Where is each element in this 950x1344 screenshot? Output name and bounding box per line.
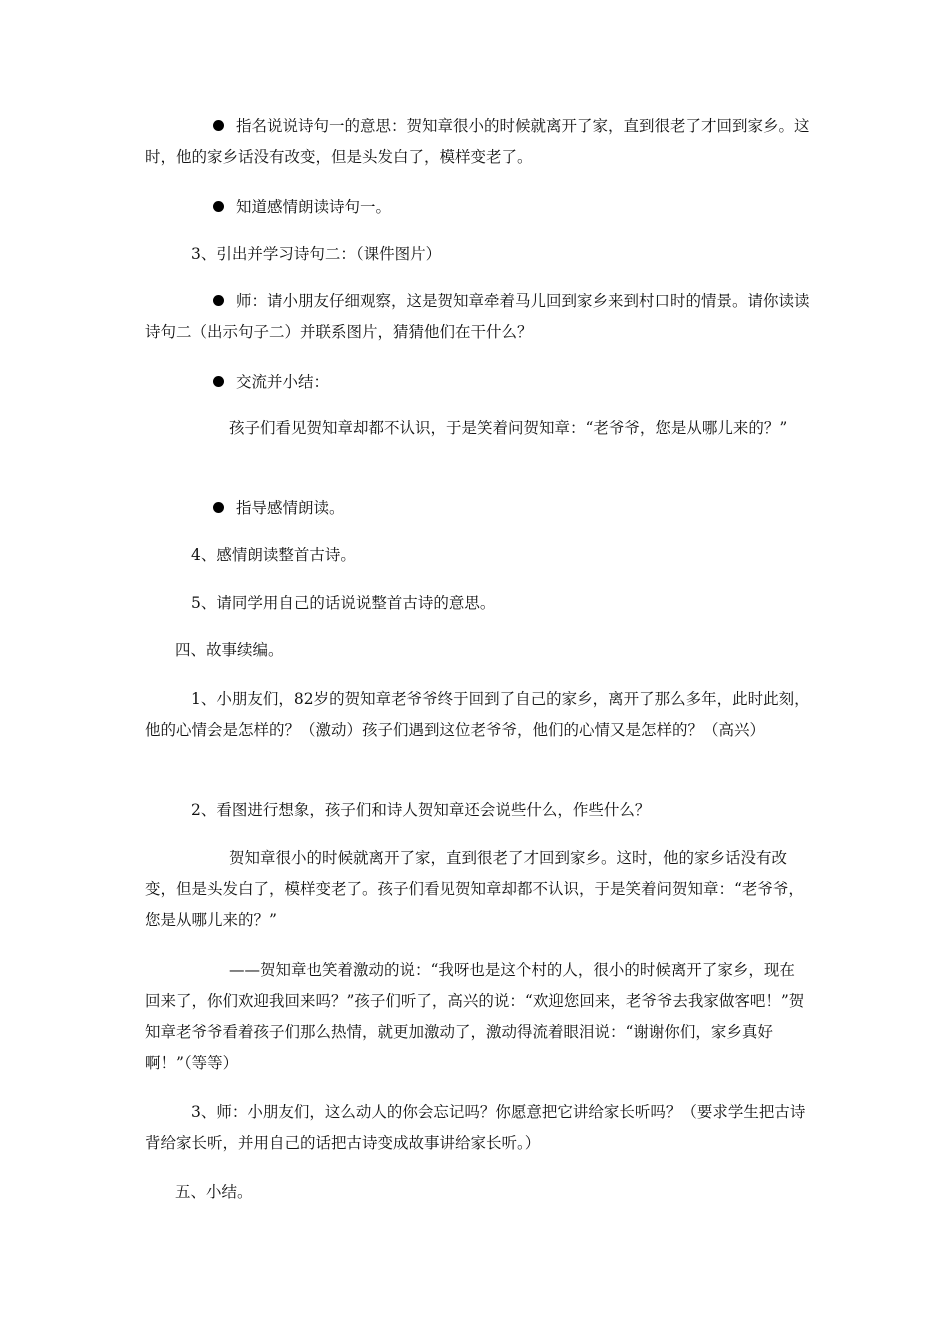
paragraph-story-3: 3、师：小朋友们，这么动人的你会忘记吗？你愿意把它讲给家长听吗？（要求学生把古诗背给家长听，并用自己的话把古诗变成故事讲给家长听。） <box>145 1103 806 1152</box>
paragraph-bullet-teacher: 师：请小朋友仔细观察，这是贺知章牵着马儿回到家乡来到村口时的情景。请你读读诗句二（出示句子二）并联系图片，猜猜他们在干什么？ <box>145 292 810 341</box>
paragraph-step-5: 5、请同学用自己的话说说整首古诗的意思。 <box>191 594 496 612</box>
paragraph-bullet-meaning-line1: 指名说说诗句一的意思：贺知章很小的时候就离开了家，直到很老了才回到家乡。这时，他的家乡话没有改变，但是头发白了，模样变老了。 <box>145 117 810 166</box>
paragraph-story-dialogue: ——贺知章也笑着激动的说：“我呀也是这个村的人，很小的时候离开了家乡，现在回来了，你们欢迎我回来吗？”孩子们听了，高兴的说：“欢迎您回来，老爷爷去我家做客吧！”贺知章老爷爷看着孩子们那么热情，就更加激动了，激动得流着眼泪说：“谢谢你们，家乡真好啊！”（等等） <box>145 961 805 1072</box>
paragraph-step-3: 3、引出并学习诗句二：（课件图片） <box>191 245 442 263</box>
bullet-icon <box>213 502 224 513</box>
paragraph-bullet-read-line1: 知道感情朗读诗句一。 <box>145 192 810 223</box>
paragraph-bullet-exchange: 交流并小结： <box>145 367 810 398</box>
paragraph-step-4: 4、感情朗读整首古诗。 <box>191 546 356 564</box>
bullet-icon <box>213 376 224 387</box>
paragraph-summary-children: 孩子们看见贺知章却都不认识，于是笑着问贺知章：“老爷爷，您是从哪儿来的？” <box>229 419 788 437</box>
bullet-icon <box>213 120 224 131</box>
paragraph-story-2: 2、看图进行想象，孩子们和诗人贺知章还会说些什么，作些什么？ <box>191 801 651 819</box>
paragraph-story-narrative: 贺知章很小的时候就离开了家，直到很老了才回到家乡。这时，他的家乡话没有改变，但是头发白了，模样变老了。孩子们看见贺知章却都不认识，于是笑着问贺知章：“老爷爷，您是从哪儿来的？” <box>145 849 804 929</box>
section-heading-5: 五、小结。 <box>175 1183 253 1201</box>
section-heading-4: 四、故事续编。 <box>175 641 284 659</box>
paragraph-story-1: 1、小朋友们，82岁的贺知章老爷爷终于回到了自己的家乡，离开了那么多年，此时此刻，他的心情会是怎样的？（激动）孩子们遇到这位老爷爷，他们的心情又是怎样的？（高兴） <box>145 690 810 739</box>
bullet-icon <box>213 201 224 212</box>
paragraph-bullet-guide: 指导感情朗读。 <box>145 493 810 524</box>
bullet-icon <box>213 295 224 306</box>
